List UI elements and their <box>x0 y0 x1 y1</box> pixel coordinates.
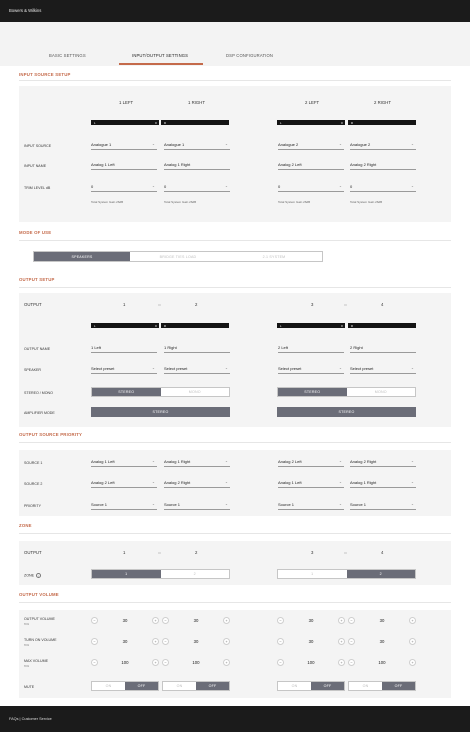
mute-toggle-1 <box>91 681 159 691</box>
minus-icon[interactable]: − <box>162 638 169 645</box>
chevron-down-icon: ⌄ <box>224 459 228 463</box>
chevron-down-icon: ⌄ <box>224 502 228 506</box>
minus-icon[interactable]: − <box>277 638 284 645</box>
link-icon[interactable]: ::: <box>158 550 162 555</box>
mute-label: MUTE <box>24 685 35 689</box>
input-source-select-3[interactable]: Analogue 2 ⌄ <box>278 141 344 150</box>
trim-select-2[interactable]: 0 ⌄ <box>164 183 230 192</box>
max-volume-stepper-4: − 100 + <box>348 659 416 667</box>
plus-icon[interactable]: + <box>338 617 345 624</box>
gain-note-1: Total System Gain 26dB <box>91 200 124 204</box>
output-volume-heading: OUTPUT VOLUME <box>19 592 59 597</box>
plus-icon[interactable]: + <box>409 659 416 666</box>
source1-select-1[interactable]: Analog 1 Left ⌄ <box>91 458 157 467</box>
input-meter-1-right: R <box>161 120 229 125</box>
source1-select-3[interactable]: Analog 2 Left ⌄ <box>278 458 344 467</box>
minus-icon[interactable]: − <box>277 617 284 624</box>
zone-output-3: 3 <box>311 550 314 555</box>
input-source-setup-heading: INPUT SOURCE SETUP <box>19 72 71 77</box>
divider <box>19 287 451 288</box>
chevron-down-icon: ⌄ <box>151 459 155 463</box>
link-icon[interactable]: ::: <box>344 550 348 555</box>
input-name-field-1[interactable]: Analog 1 Left <box>91 161 157 170</box>
plus-icon[interactable]: + <box>152 659 159 666</box>
speaker-preset-select-1[interactable]: Select preset ⌄ <box>91 365 157 374</box>
tab-basic-settings[interactable]: BASIC SETTINGS <box>49 53 86 58</box>
chevron-down-icon: ⌄ <box>410 480 414 484</box>
source1-select-2[interactable]: Analog 1 Right ⌄ <box>164 458 230 467</box>
max-volume-stepper-2: − 100 + <box>162 659 230 667</box>
zone-toggle-2 <box>277 569 416 579</box>
plus-icon[interactable]: + <box>223 659 230 666</box>
chevron-down-icon: ⌄ <box>224 480 228 484</box>
divider <box>19 240 451 241</box>
chevron-down-icon: ⌄ <box>338 459 342 463</box>
info-icon[interactable]: i <box>36 573 41 578</box>
input-col-2-right: 2 RIGHT <box>374 100 391 105</box>
turn-on-volume-label: TURN ON VOLUME <box>24 638 57 642</box>
plus-icon[interactable]: + <box>223 617 230 624</box>
input-source-select-4[interactable]: Analogue 2 ⌄ <box>350 141 416 150</box>
gain-note-3: Total System Gain 26dB <box>278 200 311 204</box>
priority-select-1[interactable]: Source 1 ⌄ <box>91 501 157 510</box>
chevron-down-icon: ⌄ <box>338 502 342 506</box>
zone-output-1: 1 <box>123 550 126 555</box>
plus-icon[interactable]: + <box>338 659 345 666</box>
gain-note-2: Total System Gain 26dB <box>164 200 197 204</box>
output-name-field-2[interactable]: 1 Right <box>164 344 230 353</box>
input-name-field-4[interactable]: Analog 2 Right <box>350 161 416 170</box>
minus-icon[interactable]: − <box>348 617 355 624</box>
mute-toggle-2 <box>162 681 230 691</box>
stereo-mono-label: STEREO / MONO <box>24 391 53 395</box>
output-name-field-3[interactable]: 2 Left <box>278 344 344 353</box>
input-source-label: INPUT SOURCE <box>24 144 52 148</box>
input-meter-2-left: L ≡ <box>277 120 345 125</box>
priority-select-2[interactable]: Source 1 ⌄ <box>164 501 230 510</box>
source2-select-2[interactable]: Analog 2 Right ⌄ <box>164 479 230 488</box>
minus-icon[interactable]: − <box>91 617 98 624</box>
chevron-down-icon: ⌄ <box>410 459 414 463</box>
plus-icon[interactable]: + <box>338 638 345 645</box>
output-setup-heading: OUTPUT SETUP <box>19 277 55 282</box>
minus-icon[interactable]: − <box>162 659 169 666</box>
plus-icon[interactable]: + <box>409 638 416 645</box>
mute-on-option[interactable]: ON <box>105 684 112 688</box>
input-col-2-left: 2 LEFT <box>305 100 320 105</box>
chevron-down-icon: ⌄ <box>151 184 155 188</box>
output-volume-stepper-4: − 30 + <box>348 617 416 625</box>
minus-icon[interactable]: − <box>277 659 284 666</box>
zone-option-2[interactable]: 2 <box>347 570 416 578</box>
chevron-down-icon: ⌄ <box>338 480 342 484</box>
unit-label: %% <box>24 622 29 626</box>
chevron-down-icon: ⌄ <box>151 502 155 506</box>
input-col-1-left: 1 LEFT <box>119 100 134 105</box>
chevron-down-icon: ⌄ <box>338 184 342 188</box>
zone-toggle-1 <box>91 569 230 579</box>
trim-select-3[interactable]: 0 ⌄ <box>278 183 344 192</box>
zone-output-label: OUTPUT <box>24 550 42 555</box>
mute-off-option[interactable]: OFF <box>125 682 158 690</box>
divider <box>19 533 451 534</box>
source2-select-4[interactable]: Analog 1 Right ⌄ <box>350 479 416 488</box>
unit-label: %% <box>24 643 29 647</box>
active-tab-indicator <box>119 63 203 65</box>
zone-output-2: 2 <box>195 550 198 555</box>
plus-icon[interactable]: + <box>152 617 159 624</box>
stereo-option[interactable]: STEREO <box>92 388 161 396</box>
output-1: 1 <box>123 302 126 307</box>
plus-icon[interactable]: + <box>223 638 230 645</box>
output-meter-2: R <box>161 323 229 328</box>
chevron-down-icon: ⌄ <box>338 366 342 370</box>
stereo-option[interactable]: STEREO <box>278 388 347 396</box>
speaker-preset-select-3[interactable]: Select preset ⌄ <box>278 365 344 374</box>
footer <box>0 706 470 732</box>
plus-icon[interactable]: + <box>409 617 416 624</box>
source-1-label: SOURCE 1 <box>24 461 43 465</box>
priority-label: PRIORITY <box>24 504 41 508</box>
chevron-down-icon: ⌄ <box>338 142 342 146</box>
input-source-panel <box>19 86 451 222</box>
trim-select-4[interactable]: 0 ⌄ <box>350 183 416 192</box>
mute-off-option[interactable]: OFF <box>196 682 229 690</box>
speaker-label: SPEAKER <box>24 368 41 372</box>
tabs-bar <box>0 22 470 66</box>
input-meter-2-right: R <box>348 120 416 125</box>
top-bar <box>0 0 470 22</box>
chevron-down-icon: ⌄ <box>224 142 228 146</box>
max-volume-stepper-3: − 100 + <box>277 659 345 667</box>
minus-icon[interactable]: − <box>91 638 98 645</box>
output-name-field-1[interactable]: 1 Left <box>91 344 157 353</box>
mute-off-option[interactable]: OFF <box>311 682 344 690</box>
input-source-select-1[interactable]: Analogue 1 ⌄ <box>91 141 157 150</box>
mode-of-use-segmented <box>33 251 323 262</box>
priority-select-4[interactable]: Source 1 ⌄ <box>350 501 416 510</box>
mute-off-option[interactable]: OFF <box>382 682 415 690</box>
mute-toggle-3 <box>277 681 345 691</box>
input-meter-1-left: L ≡ <box>91 120 159 125</box>
stereo-mono-toggle-2 <box>277 387 416 397</box>
output-label: OUTPUT <box>24 302 42 307</box>
amplifier-mode-label: AMPLIFIER MODE <box>24 411 55 415</box>
input-name-field-3[interactable]: Analog 2 Left <box>278 161 344 170</box>
output-volume-stepper-1: − 30 + <box>91 617 159 625</box>
speaker-preset-select-2[interactable]: Select preset ⌄ <box>164 365 230 374</box>
tab-input-output-settings[interactable]: INPUT/OUTPUT SETTINGS <box>132 53 189 58</box>
stereo-mono-toggle-1 <box>91 387 230 397</box>
divider <box>19 602 451 603</box>
output-meter-1: L ≡ <box>91 323 159 328</box>
input-col-1-right: 1 RIGHT <box>188 100 205 105</box>
chevron-down-icon: ⌄ <box>224 184 228 188</box>
max-volume-label: MAX VOLUME <box>24 659 48 663</box>
mute-toggle-4 <box>348 681 416 691</box>
chevron-down-icon: ⌄ <box>151 480 155 484</box>
zone-option-1[interactable]: 1 <box>92 570 161 578</box>
zone-output-4: 4 <box>381 550 384 555</box>
speaker-preset-select-4[interactable]: Select preset ⌄ <box>350 365 416 374</box>
chevron-down-icon: ⌄ <box>151 142 155 146</box>
minus-icon[interactable]: − <box>348 638 355 645</box>
input-source-select-2[interactable]: Analogue 1 ⌄ <box>164 141 230 150</box>
amplifier-mode-button-2[interactable]: STEREO <box>277 407 416 417</box>
mute-on-option[interactable]: ON <box>362 684 369 688</box>
priority-select-3[interactable]: Source 1 ⌄ <box>278 501 344 510</box>
mute-on-option[interactable]: ON <box>176 684 183 688</box>
output-volume-stepper-2: − 30 + <box>162 617 230 625</box>
chevron-down-icon: ⌄ <box>410 142 414 146</box>
divider <box>19 442 451 443</box>
source1-select-4[interactable]: Analog 2 Right ⌄ <box>350 458 416 467</box>
chevron-down-icon: ⌄ <box>410 184 414 188</box>
link-icon[interactable]: ::: <box>344 302 348 307</box>
gain-note-4: Total System Gain 26dB <box>350 200 383 204</box>
output-volume-stepper-3: − 30 + <box>277 617 345 625</box>
zone-heading: ZONE <box>19 523 32 528</box>
plus-icon[interactable]: + <box>152 638 159 645</box>
trim-level-label: TRIM LEVEL dB <box>24 186 51 190</box>
max-volume-stepper-1: − 100 + <box>91 659 159 667</box>
turn-on-volume-stepper-1: − 30 + <box>91 638 159 646</box>
trim-select-1[interactable]: 0 ⌄ <box>91 183 157 192</box>
turn-on-volume-stepper-2: − 30 + <box>162 638 230 646</box>
zone-option-1[interactable]: 1 <box>311 572 314 576</box>
mono-option[interactable]: MONO <box>374 390 387 394</box>
mode-btl-button[interactable]: BRIDGE TIES LOAD <box>159 254 197 259</box>
output-meter-3: L ≡ <box>277 323 345 328</box>
output-3: 3 <box>311 302 314 307</box>
minus-icon[interactable]: − <box>162 617 169 624</box>
tab-dsp-configuration[interactable]: DSP CONFIGURATION <box>226 53 274 58</box>
source2-select-3[interactable]: Analog 1 Left ⌄ <box>278 479 344 488</box>
mute-on-option[interactable]: ON <box>291 684 298 688</box>
chevron-down-icon: ⌄ <box>410 502 414 506</box>
source2-select-1[interactable]: Analog 2 Left ⌄ <box>91 479 157 488</box>
source-2-label: SOURCE 2 <box>24 482 43 486</box>
output-name-field-4[interactable]: 2 Right <box>350 344 416 353</box>
mode-of-use-heading: MODE OF USE <box>19 230 52 235</box>
divider <box>19 80 451 81</box>
mode-speakers-button[interactable]: SPEAKERS <box>34 252 130 261</box>
mode-2-1-system-button[interactable]: 2.1 SYSTEM <box>262 254 286 259</box>
unit-label: %% <box>24 664 29 668</box>
mono-option[interactable]: MONO <box>188 390 201 394</box>
output-meter-4: R <box>348 323 416 328</box>
zone-option-2[interactable]: 2 <box>193 572 196 576</box>
minus-icon[interactable]: − <box>348 659 355 666</box>
amplifier-mode-button-1[interactable]: STEREO <box>91 407 230 417</box>
minus-icon[interactable]: − <box>91 659 98 666</box>
output-volume-label: OUTPUT VOLUME <box>24 617 55 621</box>
output-name-label: OUTPUT NAME <box>24 347 51 351</box>
output-4: 4 <box>381 302 384 307</box>
zone-label: ZONE i <box>24 573 41 578</box>
output-2: 2 <box>195 302 198 307</box>
chevron-down-icon: ⌄ <box>410 366 414 370</box>
link-icon[interactable]: ::: <box>158 302 162 307</box>
turn-on-volume-stepper-4: − 30 + <box>348 638 416 646</box>
input-name-field-2[interactable]: Analog 1 Right <box>164 161 230 170</box>
footer-links[interactable]: FAQs | Customer Service <box>9 717 52 721</box>
chevron-down-icon: ⌄ <box>224 366 228 370</box>
input-name-label: INPUT NAME <box>24 164 47 168</box>
brand-logo[interactable]: Bowers & Wilkins <box>9 8 42 13</box>
turn-on-volume-stepper-3: − 30 + <box>277 638 345 646</box>
output-source-priority-heading: OUTPUT SOURCE PRIORITY <box>19 432 83 437</box>
chevron-down-icon: ⌄ <box>151 366 155 370</box>
